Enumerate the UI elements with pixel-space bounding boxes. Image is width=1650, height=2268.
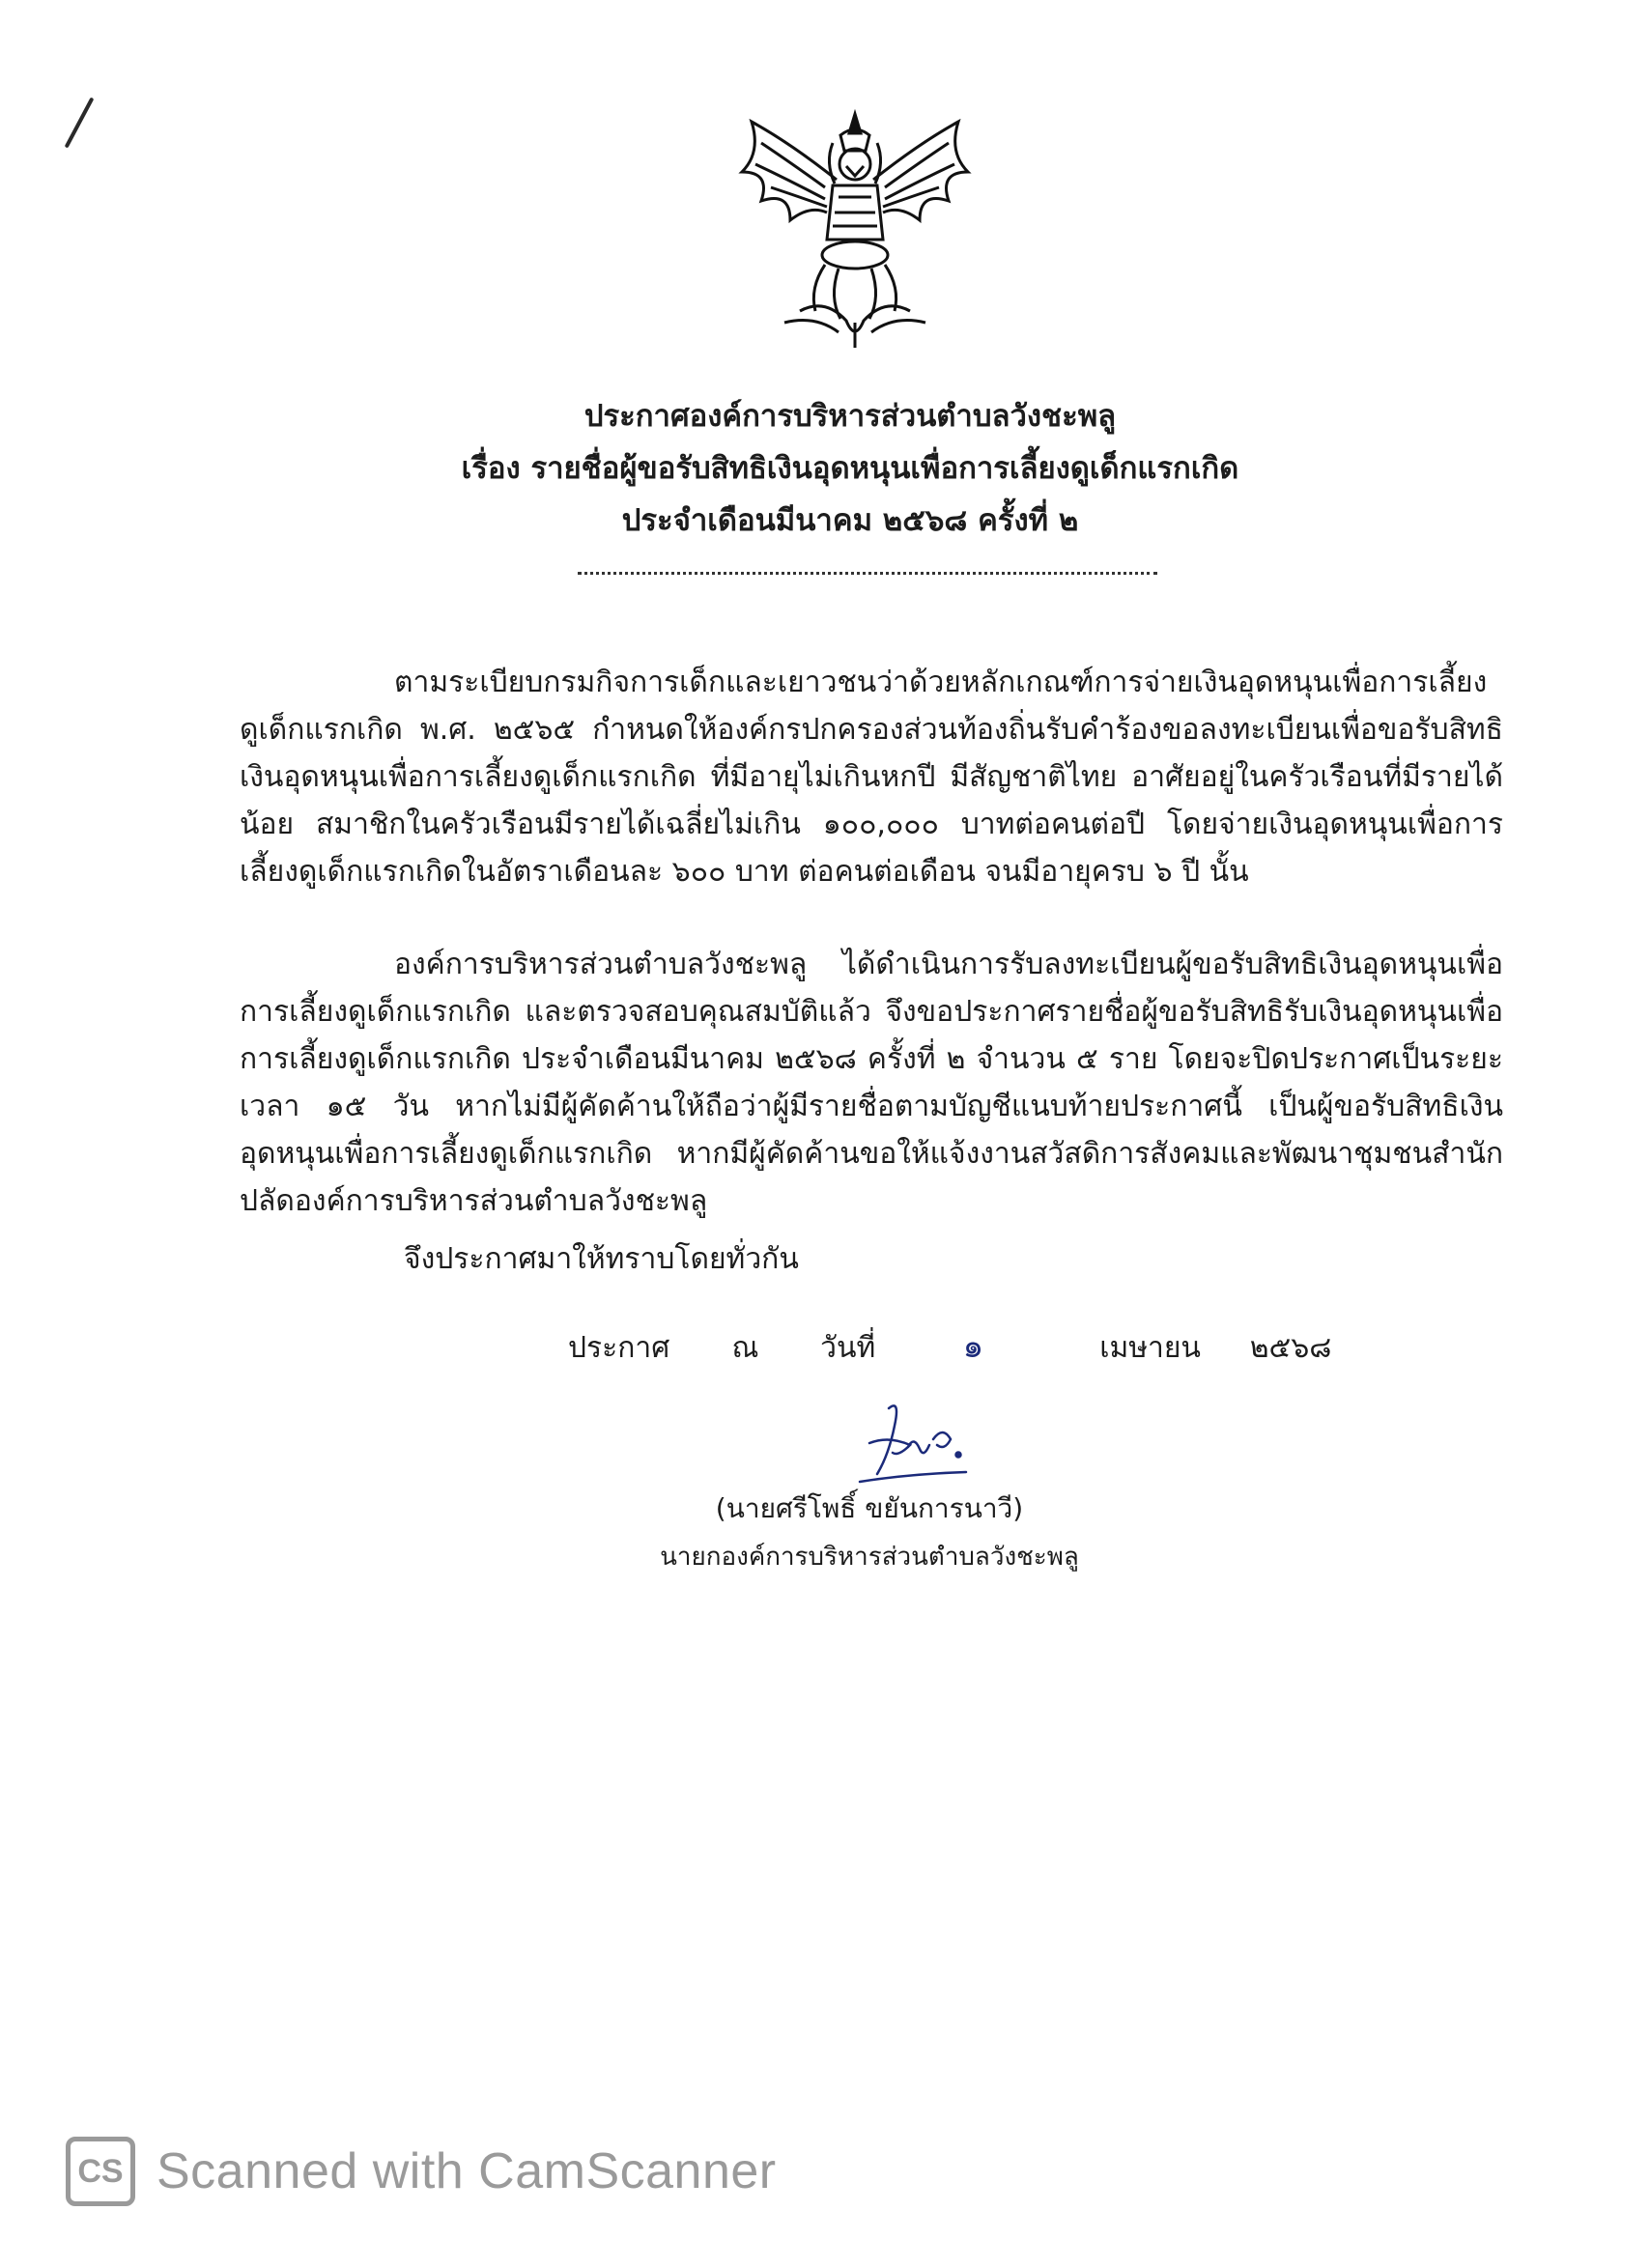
- signatory-position: นายกองค์การบริหารส่วนตำบลวังชะพลู: [660, 1543, 1079, 1572]
- watermark-text: Scanned with CamScanner: [156, 2143, 777, 2199]
- closing-statement: จึงประกาศมาให้ทราบโดยทั่วกัน: [404, 1242, 799, 1276]
- date-announce-word: ประกาศ: [568, 1331, 670, 1365]
- date-year: ๒๕๖๘: [1249, 1331, 1332, 1365]
- announcement-subject: เรื่อง รายชื่อผู้ขอรับสิทธิเงินอุดหนุนเพื่อการเลี้ยงดูเด็กแรกเกิด: [461, 451, 1239, 486]
- date-day-label: วันที่: [820, 1331, 876, 1365]
- announcement-date: [568, 1325, 1331, 1370]
- date-at-word: ณ: [731, 1331, 759, 1365]
- body-paragraph-1: ตามระเบียบกรมกิจการเด็กและเยาวชนว่าด้วยหลักเกณฑ์การจ่ายเงินอุดหนุนเพื่อการเลี้ยงดูเด็กแรกเกิด พ.ศ. ๒๕๖๕ กำหนดให้องค์กรปกครองส่วนท้องถิ่นรับคำร้องขอลงทะเบียนเพื่อขอรับสิทธิเงินอุดหนุนเพื่อการเลี้ยงดูเด็กแรกเกิด ที่มีอายุไม่เกินหกปี มีสัญชาติไทย อาศัยอยู่ในครัวเรือนที่มีรายได้น้อย สมาชิกในครัวเรือนมีรายได้เฉลี่ยไม่เกิน ๑๐๐,๐๐๐ บาทต่อคนต่อปี โดยจ่ายเงินอุดหนุนเพื่อการเลี้ยงดูเด็กแรกเกิดในอัตราเดือนละ ๖๐๐ บาท ต่อคนต่อเดือน จนมีอายุครบ ๖ ปี นั้น: [240, 666, 1503, 889]
- pen-tick-mark: [65, 97, 95, 148]
- camscanner-logo-icon: CS: [66, 2137, 135, 2206]
- announcement-title: ประกาศองค์การบริหารส่วนตำบลวังชะพลู: [583, 399, 1117, 434]
- garuda-emblem-icon: [732, 104, 978, 352]
- date-month: เมษายน: [1099, 1331, 1201, 1365]
- handwritten-signature: [850, 1397, 985, 1484]
- announcement-header: [367, 390, 1333, 547]
- camscanner-watermark: [66, 2133, 777, 2210]
- dotted-separator: [578, 572, 1157, 575]
- body-paragraph-2: องค์การบริหารส่วนตำบลวังชะพลู ได้ดำเนินการรับลงทะเบียนผู้ขอรับสิทธิเงินอุดหนุนเพื่อการเลี้ยงดูเด็กแรกเกิด และตรวจสอบคุณสมบัติแล้ว จึงขอประกาศรายชื่อผู้ขอรับสิทธิรับเงินอุดหนุนเพื่อการเลี้ยงดูเด็กแรกเกิด ประจำเดือนมีนาคม ๒๕๖๘ ครั้งที่ ๒ จำนวน ๕ ราย โดยจะปิดประกาศเป็นระยะเวลา ๑๕ วัน หากไม่มีผู้คัดค้านให้ถือว่าผู้มีรายชื่อตามบัญชีแนบท้ายประกาศนี้ เป็นผู้ขอรับสิทธิเงินอุดหนุนเพื่อการเลี้ยงดูเด็กแรกเกิด หากมีผู้คัดค้านขอให้แจ้งงานสวัสดิการสังคมและพัฒนาชุมชนสำนักปลัดองค์การบริหารส่วนตำบลวังชะพลู: [240, 948, 1503, 1218]
- signatory-name: (นายศรีโพธิ์ ขยันการนาวี): [715, 1492, 1024, 1524]
- announcement-period: ประจำเดือนมีนาคม ๒๕๖๘ ครั้งที่ ๒: [621, 503, 1079, 538]
- date-day-value: ๑: [962, 1327, 984, 1366]
